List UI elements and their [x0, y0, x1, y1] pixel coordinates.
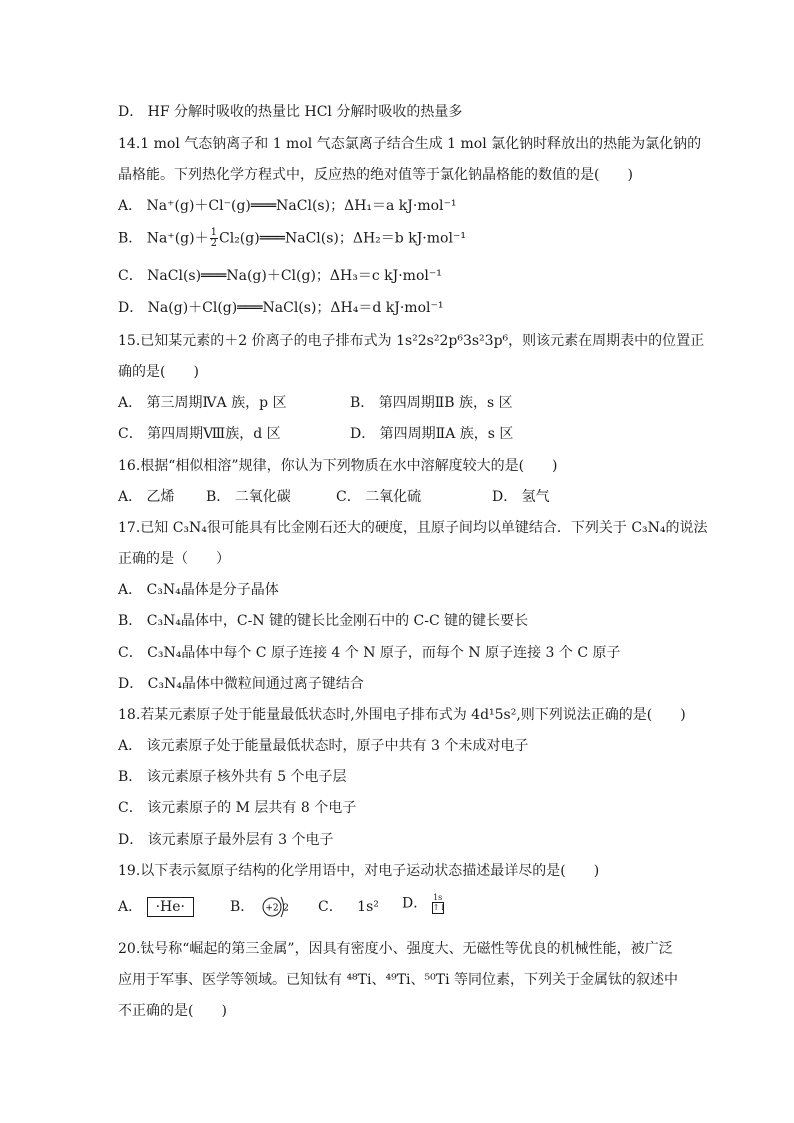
option-14-prev-d: D． HF 分解时吸收的热量比 HCl 分解时吸收的热量多 [118, 104, 463, 120]
option-19-d-label: D． [402, 895, 428, 912]
question-16: 16.根据“相似相溶”规律，你认为下列物质在水中溶解度较大的是( ) [118, 458, 558, 474]
option-19-c-label: C． [318, 899, 343, 915]
option-19-d [402, 893, 447, 914]
orbital-diagram [432, 893, 447, 914]
orbital-label: 1s [433, 893, 443, 902]
option-14-a: A． Na⁺(g)＋Cl⁻(g)═══NaCl(s)；ΔH₁＝a kJ·mol⁻¹ [118, 198, 457, 214]
option-19-b [230, 893, 291, 921]
option-19-a [118, 897, 194, 917]
option-15-d: D． 第四周期ⅡA 族，s 区 [350, 426, 514, 442]
question-20-line3: 不正确的是( ) [118, 1003, 227, 1019]
option-15-a: A． 第三周期ⅣA 族，p 区 [118, 395, 287, 411]
question-14-line2: 晶格能。下列热化学方程式中，反应热的绝对值等于氯化钠晶格能的数值的是( ) [118, 167, 633, 183]
atomic-structure-diagram [259, 893, 291, 921]
option-14-b-prefix: B． Na⁺(g)＋ [118, 230, 209, 247]
option-14-b-suffix: Cl₂(g)═══NaCl(s)；ΔH₂＝b kJ·mol⁻¹ [219, 230, 466, 247]
question-14-line1: 14.1 mol 气态钠离子和 1 mol 气态氯离子结合生成 1 mol 氯化钠时释放出的热能为氯化钠的 [118, 136, 702, 152]
question-20-line1: 20.钛号称“崛起的第三金属”，因具有密度小、强度大、无磁性等优良的机械性能，被广泛 [118, 941, 673, 957]
option-18-a: A． 该元素原子处于能量最低状态时，原子中共有 3 个未成对电子 [118, 738, 529, 754]
option-19-c [318, 897, 379, 917]
question-18: 18.若某元素原子处于能量最低状态时,外围电子排布式为 4d¹5s²,则下列说法正确的是( ) [118, 707, 686, 723]
question-15-line1: 15.已知某元素的＋2 价离子的电子排布式为 1s²2s²2p⁶3s²3p⁶，则该元素在周期表中的位置正 [118, 333, 705, 349]
option-14-d: D． Na(g)＋Cl(g)═══NaCl(s)；ΔH₄＝d kJ·mol⁻¹ [118, 300, 444, 316]
orbital-box: ↑↓ [432, 903, 447, 912]
question-17-line1: 17.已知 C₃N₄很可能具有比金刚石还大的硬度，且原子间均以单键结合．下列关于 C₃N₄的说法 [118, 520, 708, 536]
fraction-denominator: 2 [210, 238, 217, 249]
option-18-b: B． 该元素原子核外共有 5 个电子层 [118, 769, 347, 785]
electron-dot-formula: ·He· [147, 897, 194, 917]
fraction-one-half [210, 228, 218, 249]
option-17-c: C． C₃N₄晶体中每个 C 原子连接 4 个 N 原子，而每个 N 原子连接 3 个 C 原子 [118, 645, 621, 661]
electron-configuration: 1s² [357, 899, 379, 915]
option-16-d: D． 氢气 [492, 489, 550, 505]
option-16-a: A． 乙烯 [118, 489, 175, 505]
option-14-c: C． NaCl(s)═══Na(g)＋Cl(g)；ΔH₃＝c kJ·mol⁻¹ [118, 268, 442, 284]
option-17-b: B． C₃N₄晶体中，C-N 键的键长比金刚石中的 C-C 键的键长要长 [118, 613, 529, 629]
option-15-c: C． 第四周期Ⅷ族，d 区 [118, 426, 281, 442]
option-17-d: D． C₃N₄晶体中微粒间通过离子键结合 [118, 676, 364, 692]
option-16-b: B． 二氧化碳 [206, 489, 291, 505]
question-19: 19.以下表示氦原子结构的化学用语中，对电子运动状态描述最详尽的是( ) [118, 863, 600, 879]
option-18-c: C． 该元素原子的 M 层共有 8 个电子 [118, 800, 357, 816]
shell-electron-count: 2 [282, 903, 289, 914]
option-19-b-label: B． [230, 899, 255, 915]
option-19-a-label: A． [118, 899, 143, 915]
option-16-c: C． 二氧化硫 [336, 489, 422, 505]
option-17-a: A． C₃N₄晶体是分子晶体 [118, 582, 279, 598]
question-15-line2: 确的是( ) [118, 364, 199, 380]
fraction-numerator: 1 [210, 227, 217, 238]
option-18-d: D． 该元素原子最外层有 3 个电子 [118, 832, 334, 848]
nucleus-charge: +2 [265, 903, 279, 914]
question-20-line2: 应用于军事、医学等领域。已知钛有 ⁴⁸Ti、⁴⁹Ti、⁵⁰Ti 等同位素，下列关于金属钛的叙述中 [118, 972, 679, 988]
option-15-b: B． 第四周期ⅡB 族，s 区 [350, 395, 513, 411]
option-14-b [118, 228, 466, 249]
question-17-line2: 正确的是（ ） [118, 551, 230, 567]
